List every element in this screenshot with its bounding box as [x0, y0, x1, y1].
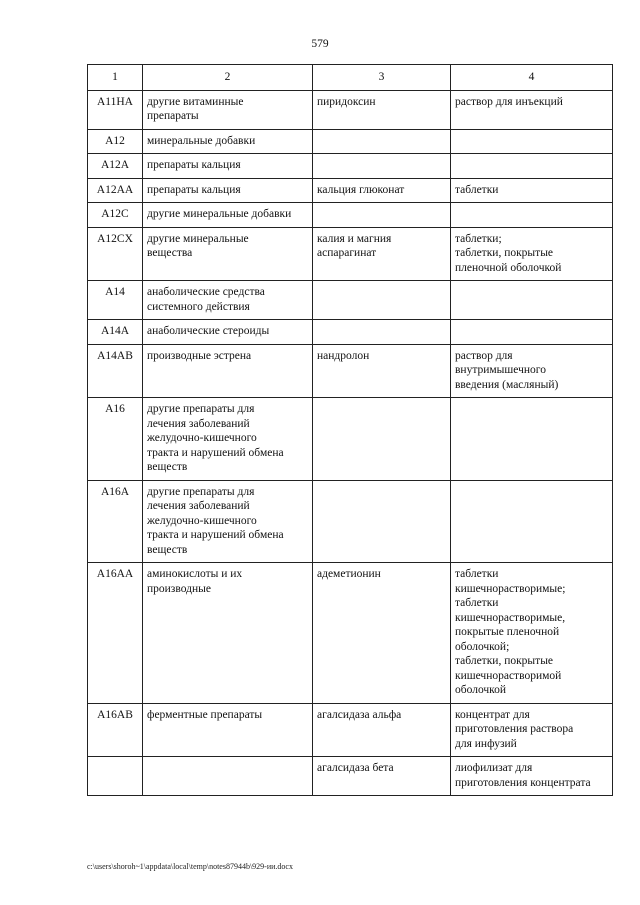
- dosage-form-line: раствор для: [455, 349, 513, 362]
- dosage-form-cell: [451, 178, 613, 203]
- table-row: [88, 344, 613, 398]
- table-row: [88, 129, 613, 154]
- atc-code-cell: A16: [88, 398, 143, 481]
- atc-code-cell: A16AB: [88, 703, 143, 757]
- dosage-form-cell: [451, 398, 613, 481]
- dosage-form-line: кишечнорастворимой: [455, 669, 562, 682]
- table-row: [88, 203, 613, 228]
- table-row: [88, 227, 613, 281]
- dosage-form-line: лиофилизат для: [455, 762, 533, 774]
- atc-code-cell: A12CX: [88, 227, 143, 281]
- substance-line: нандролон: [317, 349, 370, 362]
- dosage-form-cell: [451, 154, 613, 179]
- group-name-line: другие витаминные: [147, 95, 244, 108]
- substance-line: аспарагинат: [317, 247, 377, 259]
- dosage-form-cell: [451, 227, 613, 281]
- group-name-cell: [143, 757, 313, 796]
- dosage-form-cell: [451, 129, 613, 154]
- table-row: [88, 757, 613, 796]
- dosage-form-cell: [451, 281, 613, 320]
- group-name-line: лечения заболеваний: [147, 417, 250, 430]
- group-name-cell: [143, 398, 313, 481]
- group-name-cell: [143, 344, 313, 398]
- group-name-line: лечения заболеваний: [147, 500, 250, 512]
- dosage-form-line: оболочкой: [455, 684, 507, 696]
- substance-line: кальция глюконат: [317, 183, 405, 196]
- table-row: [88, 178, 613, 203]
- substance-line: агалсидаза альфа: [317, 708, 402, 721]
- atc-code-cell: A11HA: [88, 90, 143, 129]
- group-name-line: другие препараты для: [147, 485, 255, 498]
- column-header-4: 4: [451, 65, 613, 91]
- dosage-form-line: таблетки: [455, 183, 499, 196]
- dosage-form-line: для инфузий: [455, 737, 517, 750]
- table-row: [88, 563, 613, 704]
- group-name-line: другие препараты для: [147, 403, 255, 415]
- column-header-1: 1: [88, 65, 143, 91]
- group-name-line: производные: [147, 582, 211, 595]
- substance-line: пиридоксин: [317, 95, 376, 108]
- table-row: [88, 154, 613, 179]
- group-name-line: тракта и нарушений обмена: [147, 529, 284, 541]
- group-name-line: тракта и нарушений обмена: [147, 446, 284, 459]
- dosage-form-line: таблетки;: [455, 232, 502, 245]
- substance-cell: [313, 281, 451, 320]
- dosage-form-line: оболочкой;: [455, 640, 510, 653]
- group-name-line: другие минеральные добавки: [147, 208, 292, 220]
- group-name-line: ферментные препараты: [147, 708, 263, 721]
- substance-cell: [313, 757, 451, 796]
- substance-cell: [313, 178, 451, 203]
- dosage-form-line: покрытые пленочной: [455, 626, 560, 638]
- table-header-row: [88, 65, 613, 91]
- column-header-2: 2: [143, 65, 313, 91]
- dosage-form-cell: [451, 757, 613, 796]
- table-row: [88, 398, 613, 481]
- atc-code-cell: A14A: [88, 320, 143, 345]
- group-name-line: анаболические стероиды: [147, 325, 270, 337]
- dosage-form-cell: [451, 563, 613, 704]
- substance-cell: [313, 90, 451, 129]
- atc-code-cell: [88, 757, 143, 796]
- group-name-line: другие минеральные: [147, 232, 249, 245]
- group-name-line: препараты: [147, 110, 199, 122]
- group-name-line: веществ: [147, 461, 188, 473]
- group-name-cell: [143, 178, 313, 203]
- table-row: [88, 480, 613, 563]
- dosage-form-line: приготовления концентрата: [455, 776, 591, 789]
- dosage-form-line: таблетки: [455, 597, 499, 609]
- group-name-cell: [143, 281, 313, 320]
- group-name-line: анаболические средства: [147, 286, 265, 298]
- page-number: 579: [311, 38, 329, 50]
- substance-cell: [313, 480, 451, 563]
- group-name-line: препараты кальция: [147, 159, 241, 171]
- dosage-form-line: таблетки: [455, 568, 499, 580]
- dosage-form-cell: [451, 480, 613, 563]
- dosage-form-cell: [451, 344, 613, 398]
- group-name-line: вещества: [147, 247, 193, 259]
- substance-cell: [313, 154, 451, 179]
- table-row: [88, 320, 613, 345]
- table-row: [88, 703, 613, 757]
- dosage-form-line: внутримышечного: [455, 364, 546, 376]
- substance-cell: [313, 563, 451, 704]
- substance-cell: [313, 203, 451, 228]
- group-name-cell: [143, 703, 313, 757]
- drug-list-table: [87, 64, 613, 796]
- dosage-form-line: пленочной оболочкой: [455, 261, 562, 274]
- dosage-form-cell: [451, 203, 613, 228]
- dosage-form-line: приготовления раствора: [455, 723, 574, 735]
- group-name-line: веществ: [147, 543, 188, 556]
- substance-line: агалсидаза бета: [317, 762, 394, 774]
- substance-cell: [313, 703, 451, 757]
- group-name-line: производные эстрена: [147, 349, 252, 362]
- substance-line: адеметионин: [317, 568, 381, 580]
- dosage-form-cell: [451, 90, 613, 129]
- atc-code-cell: A12: [88, 129, 143, 154]
- dosage-form-line: введения (масляный): [455, 378, 559, 391]
- group-name-line: желудочно-кишечного: [147, 432, 257, 444]
- group-name-cell: [143, 227, 313, 281]
- group-name-cell: [143, 90, 313, 129]
- group-name-cell: [143, 129, 313, 154]
- dosage-form-line: концентрат для: [455, 708, 530, 721]
- group-name-cell: [143, 480, 313, 563]
- dosage-form-cell: [451, 320, 613, 345]
- dosage-form-cell: [451, 703, 613, 757]
- group-name-cell: [143, 203, 313, 228]
- group-name-cell: [143, 320, 313, 345]
- dosage-form-line: кишечнорастворимые;: [455, 582, 566, 595]
- substance-cell: [313, 320, 451, 345]
- atc-code-cell: A12C: [88, 203, 143, 228]
- atc-code-cell: A14AB: [88, 344, 143, 398]
- table-body: [88, 90, 613, 796]
- substance-cell: [313, 344, 451, 398]
- atc-code-cell: A16AA: [88, 563, 143, 704]
- group-name-line: желудочно-кишечного: [147, 514, 257, 527]
- substance-cell: [313, 227, 451, 281]
- group-name-cell: [143, 154, 313, 179]
- atc-code-cell: A12AA: [88, 178, 143, 203]
- substance-line: калия и магния: [317, 232, 392, 245]
- footer-file-path: c:\users\shoroh~1\appdata\local\temp\notes87944b\929-ии.docx: [87, 862, 293, 871]
- group-name-line: системного действия: [147, 300, 250, 313]
- atc-code-cell: A16A: [88, 480, 143, 563]
- table-row: [88, 281, 613, 320]
- group-name-line: препараты кальция: [147, 183, 241, 196]
- dosage-form-line: таблетки, покрытые: [455, 247, 554, 259]
- group-name-line: аминокислоты и их: [147, 568, 243, 580]
- column-header-3: 3: [313, 65, 451, 91]
- atc-code-cell: A14: [88, 281, 143, 320]
- dosage-form-line: кишечнорастворимые,: [455, 611, 566, 624]
- substance-cell: [313, 398, 451, 481]
- atc-code-cell: A12A: [88, 154, 143, 179]
- group-name-line: минеральные добавки: [147, 134, 256, 147]
- dosage-form-line: раствор для инъекций: [455, 95, 563, 108]
- group-name-cell: [143, 563, 313, 704]
- table-row: [88, 90, 613, 129]
- dosage-form-line: таблетки, покрытые: [455, 655, 554, 667]
- substance-cell: [313, 129, 451, 154]
